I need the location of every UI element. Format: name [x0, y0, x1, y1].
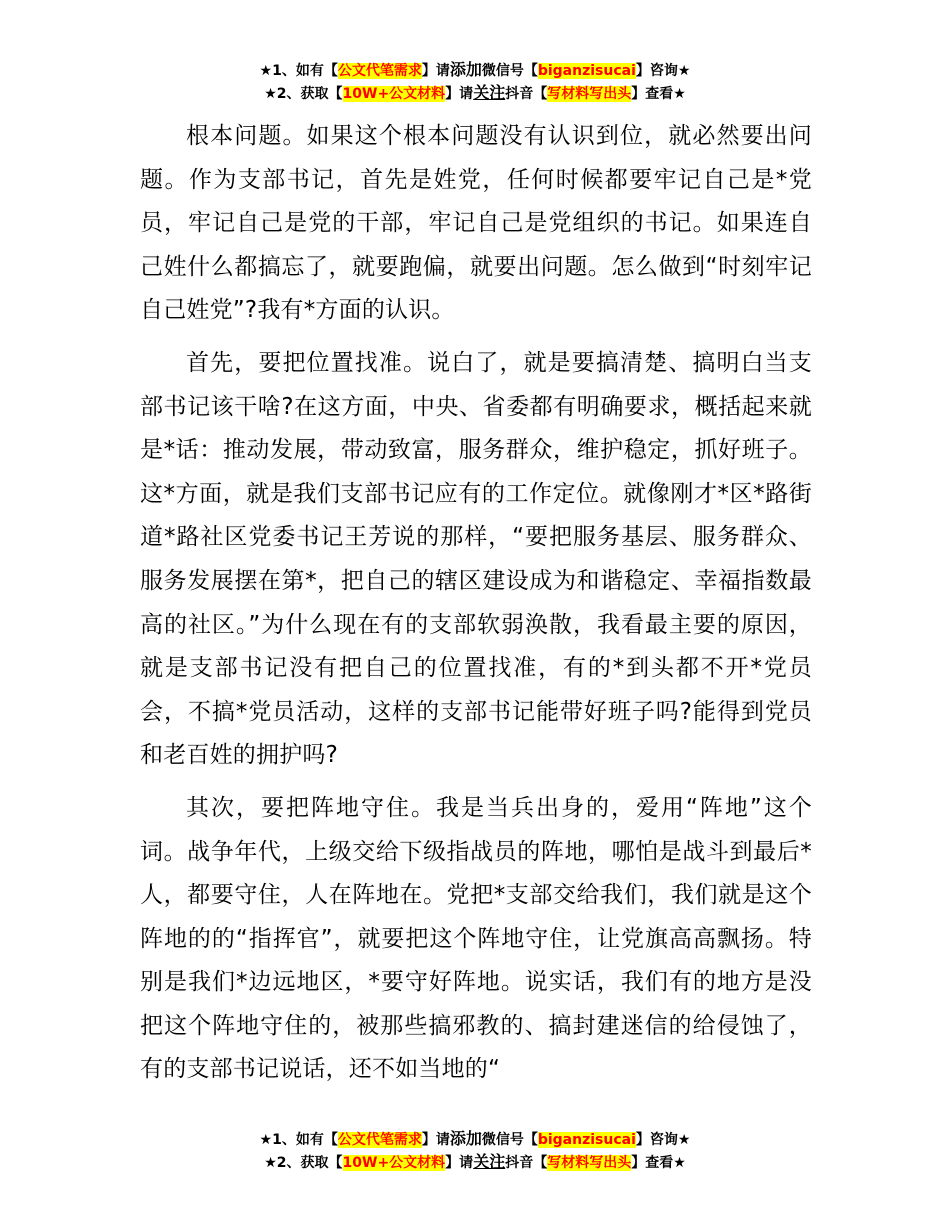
ad-highlight-wechat: biganzisucai [537, 63, 636, 79]
ad-text: 抖音【 [505, 1155, 548, 1171]
document-body [140, 115, 812, 1101]
ad-text: 】请 [445, 1155, 474, 1171]
ad-text: 】请 [445, 86, 474, 102]
ad-text: 】查看★ [631, 1155, 686, 1171]
ad-text: 微信号【 [481, 63, 538, 79]
ad-text: 抖音【 [505, 86, 548, 102]
ad-text: ★1、如有【 [259, 63, 338, 79]
header-ad-line-1 [0, 59, 950, 82]
ad-text: 】咨询★ [635, 1132, 691, 1148]
footer-ad-line-1 [0, 1128, 950, 1151]
header-ad-line-2 [0, 82, 950, 105]
ad-emphasis: 添加 [449, 1129, 482, 1148]
ad-emphasis: 关注 [473, 1152, 506, 1171]
paragraph: 根本问题。如果这个根本问题没有认识到位，就必然要出问题。作为支部书记，首先是姓党，任何时候都要牢记自己是*党员，牢记自己是党的干部，牢记自己是党组织的书记。如果连自己姓什么都搞忘了，就要跑偏，就要出问题。怎么做到“时刻牢记自己姓党”?我有*方面的认识。 [140, 123, 812, 324]
ad-highlight-wechat: biganzisucai [537, 1132, 636, 1148]
ad-emphasis: 添加 [449, 60, 482, 79]
ad-text: ★1、如有【 [259, 1132, 338, 1148]
ad-text: 】请 [421, 1132, 450, 1148]
ad-highlight-douyin: 写材料写出头 [547, 1155, 632, 1171]
ad-highlight-materials: 10W+公文材料 [342, 86, 446, 102]
ad-highlight-service: 公文代笔需求 [337, 1132, 422, 1148]
ad-text: ★2、获取【 [264, 1155, 343, 1171]
ad-emphasis: 关注 [473, 83, 506, 102]
ad-highlight-service: 公文代笔需求 [337, 63, 422, 79]
footer-ad [0, 1128, 950, 1174]
ad-highlight-materials: 10W+公文材料 [342, 1155, 446, 1171]
header-ad [0, 59, 950, 105]
paragraph: 首先，要把位置找准。说白了，就是要搞清楚、搞明白当支部书记该干啥?在这方面，中央、省委都有明确要求，概括起来就是*话：推动发展，带动致富，服务群众，维护稳定，抓好班子。这*方面，就是我们支部书记应有的工作定位。就像刚才*区*路街道*路社区党委书记王芳说的那样，“要把服务基层、服务群众、服务发展摆在第*，把自己的辖区建设成为和谐稳定、幸福指数最高的社区。”为什么现在有的支部软弱涣散，我看最主要的原因，就是支部书记没有把自己的位置找准，有的*到头都不开*党员会，不搞*党员活动，这样的支部书记能带好班子吗?能得到党员和老百姓的拥护吗? [140, 349, 812, 769]
ad-text: 】请 [421, 63, 450, 79]
ad-highlight-douyin: 写材料写出头 [547, 86, 632, 102]
footer-ad-line-2 [0, 1151, 950, 1174]
ad-text: 微信号【 [481, 1132, 538, 1148]
ad-text: 】查看★ [631, 86, 686, 102]
ad-text: ★2、获取【 [264, 86, 343, 102]
paragraph: 其次，要把阵地守住。我是当兵出身的，爱用“阵地”这个词。战争年代，上级交给下级指战员的阵地，哪怕是战斗到最后*人，都要守住，人在阵地在。党把*支部交给我们，我们就是这个阵地的的“指挥官”，就要把这个阵地守住，让党旗高高飘扬。特别是我们*边远地区，*要守好阵地。说实话，我们有的地方是没把这个阵地守住的，被那些搞邪教的、搞封建迷信的给侵蚀了，有的支部书记说话，还不如当地的“ [140, 794, 812, 1083]
ad-text: 】咨询★ [635, 63, 691, 79]
